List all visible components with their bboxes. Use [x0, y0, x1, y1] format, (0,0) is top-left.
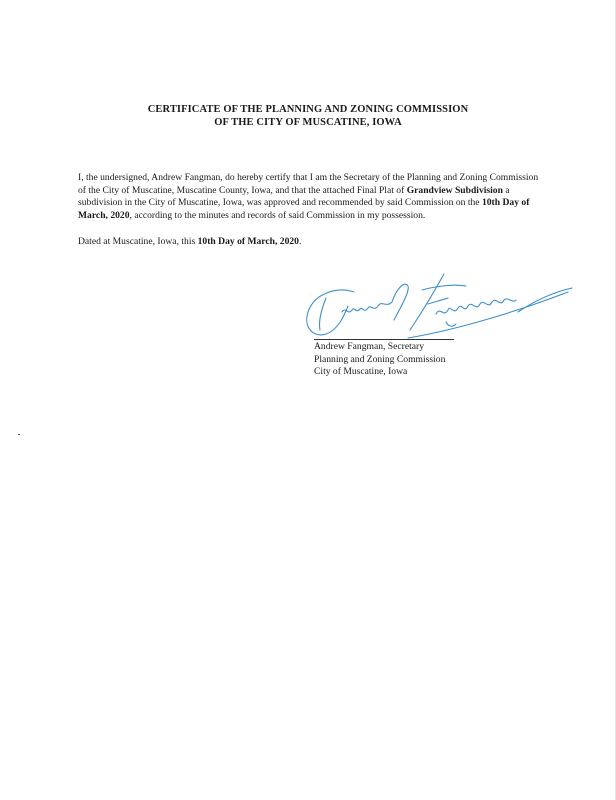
signature-strokes [307, 274, 572, 338]
certificate-subtitle: OF THE CITY OF MUSCATINE, IOWA [214, 117, 402, 128]
signature-stroke [342, 302, 392, 312]
subdivision-name: Grandview Subdivision [406, 184, 503, 196]
signature-stroke [428, 298, 448, 304]
signature-stroke [436, 299, 516, 314]
dated-date: 10th Day of March, 2020 [197, 236, 299, 247]
signature-stroke [422, 285, 466, 290]
signer-city: City of Muscatine, Iowa [314, 366, 408, 377]
handwritten-signature [296, 268, 576, 348]
signature-stroke [408, 292, 568, 338]
approval-date: 10th Day of March, 2020 [78, 197, 530, 221]
paragraph-text-2: a subdivision in the City of Muscatine, Iowa, was approved and recommended by said Commission on the [78, 184, 510, 208]
signature-line [314, 339, 454, 340]
dated-suffix: . [298, 236, 302, 247]
signer-organization: Planning and Zoning Commission [314, 353, 446, 365]
signature-stroke [410, 274, 444, 330]
certification-paragraph [78, 172, 548, 222]
signer-name: Andrew Fangman, Secretary [314, 341, 425, 352]
dated-prefix: Dated at Muscatine, Iowa, this [78, 236, 198, 247]
signature-stroke [307, 290, 354, 335]
dated-line [78, 236, 301, 249]
signature-stroke [446, 322, 456, 326]
paragraph-text-1: I, the undersigned, Andrew Fangman, do hereby certify that I am the Secretary of the Planning and Zoning Commission of the City of Muscatine, Muscatine County, Iowa, and that the attached Final Plat of [78, 172, 539, 196]
signature-block [314, 341, 445, 379]
paragraph-text-3: , according to the minutes and records of said Commission in my possession. [129, 209, 426, 221]
signature-stroke [392, 284, 408, 320]
signature-stroke [319, 298, 326, 330]
scan-speck [18, 434, 20, 435]
certificate-title: CERTIFICATE OF THE PLANNING AND ZONING COMMISSION [147, 104, 469, 115]
